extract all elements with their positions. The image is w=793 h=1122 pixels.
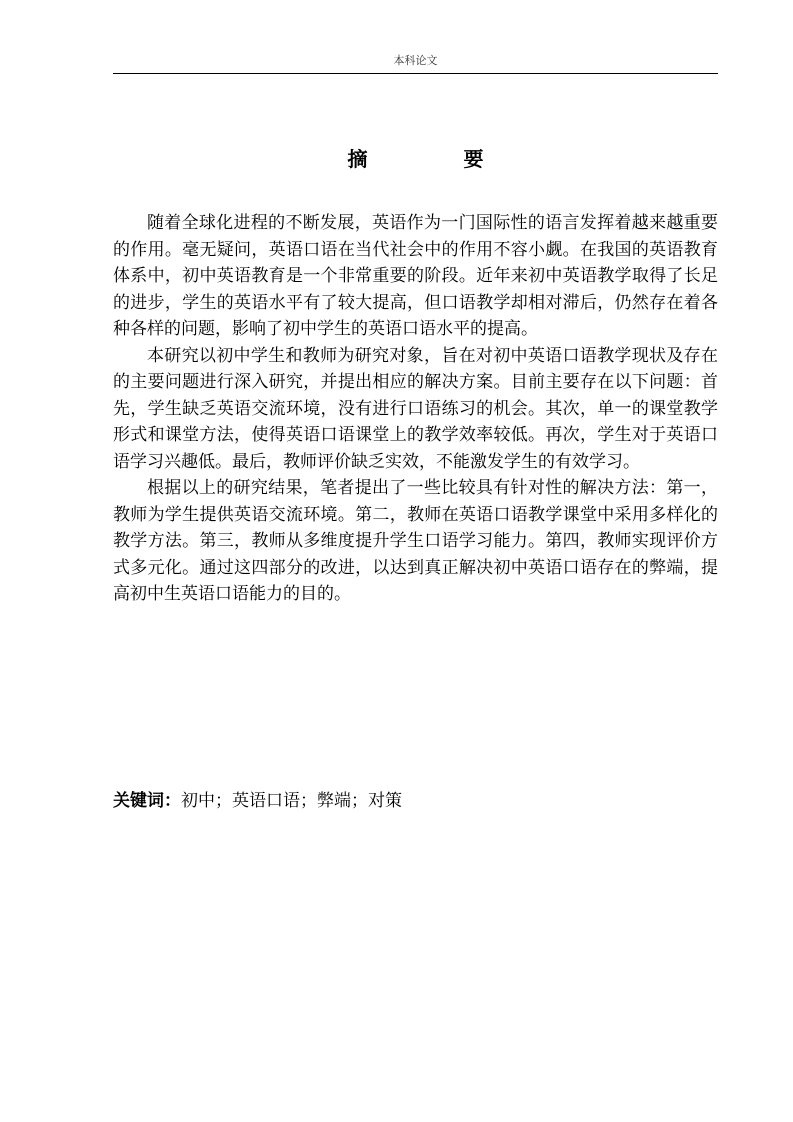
header-rule	[113, 73, 718, 74]
keywords-line	[113, 788, 718, 814]
running-header: 本科论文	[393, 54, 438, 67]
abstract-paragraph-3: 根据以上的研究结果，笔者提出了一些比较具有针对性的解决方法：第一，教师为学生提供英语交流环境。第二，教师在英语口语教学课堂中采用多样化的教学方法。第三，教师从多维度提升学生口语学习能力。第四，教师实现评价方式多元化。通过这四部分的改进，以达到真正解决初中英语口语存在的弊端，提高初中生英语口语能力的目的。	[113, 478, 718, 604]
keywords-label: 关键词：	[113, 791, 181, 811]
keywords-value: 初中；英语口语；弊端；对策	[181, 791, 402, 811]
abstract-title: 摘 要	[347, 147, 522, 171]
abstract-paragraph-1: 随着全球化进程的不断发展，英语作为一门国际性的语言发挥着越来越重要的作用。毫无疑问，英语口语在当代社会中的作用不容小觑。在我国的英语教育体系中，初中英语教育是一个非常重要的阶段。近年来初中英语教学取得了长足的进步，学生的英语水平有了较大提高，但口语教学却相对滞后，仍然存在着各种各样的问题，影响了初中学生的英语口语水平的提高。	[113, 213, 718, 339]
abstract-paragraph-2: 本研究以初中学生和教师为研究对象，旨在对初中英语口语教学现状及存在的主要问题进行深入研究，并提出相应的解决方案。目前主要存在以下问题：首先，学生缺乏英语交流环境，没有进行口语练习的机会。其次，单一的课堂教学形式和课堂方法，使得英语口语课堂上的教学效率较低。再次，学生对于英语口语学习兴趣低。最后，教师评价缺乏实效，不能激发学生的有效学习。	[113, 345, 718, 472]
abstract-body	[113, 210, 718, 608]
